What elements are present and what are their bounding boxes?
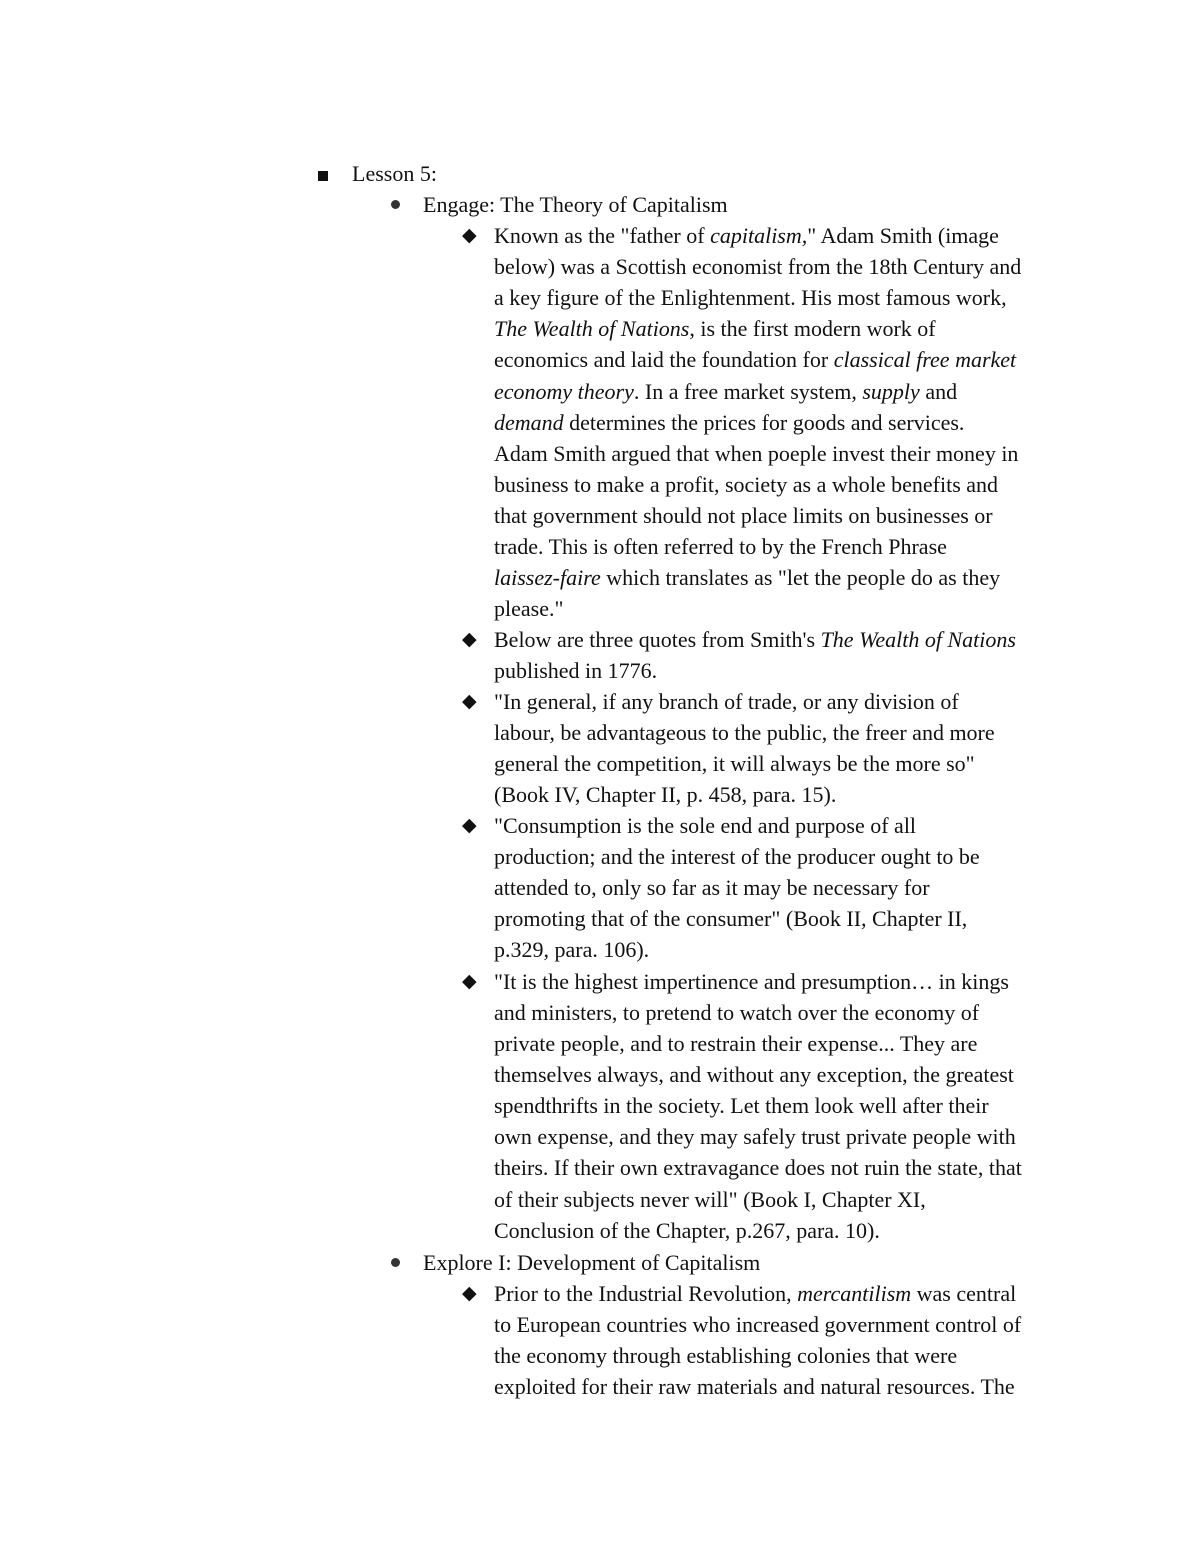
engage-heading: Engage: The Theory of Capitalism	[423, 192, 728, 217]
circle-bullet-icon	[391, 200, 400, 209]
diamond-bullet-icon: ◆	[462, 970, 477, 992]
diamond-bullet-icon: ◆	[462, 224, 477, 246]
document-page: Lesson 5: Engage: The Theory of Capitalism ◆ Known as the "father of capitalism," Adam Smith (image below) was a Scottish economist from the 18th Century and a key figure of the Enlightenment. His most famous work, The Wealth of Nations, is the first modern work of economics and laid the foundation for classical free market economy theory. In a free market system, supply and demand determines the prices for goods and services. Adam Smith argued that when poeple invest their money in business to make a profit, society as a whole benefits and that government should not place limits on businesses or trade. This is often referred to by the French Phrase laissez-faire which translates as "let the people do as they please." ◆ Below are three quotes from Smith's The Wealth of Nations published in 1776. ◆ "In general, if any branch of trade, or any division of labour, be advantageous to the public, the freer and more general the competition, it will always be the more so" (Book IV, Chapter II, p. 458, para. 15). ◆ "Consumption is the sole end and purpose of all production; and the interest of the producer ought to be attended to, only so far as it may be necessary for promoting that of the consumer" (Book II, Chapter II, p.329, para. 106). ◆ "It is the highest impertinence and presumption… in kings and ministers, to pretend to watch over the economy of private people, and to restrain their expense... They are themselves always, and without any exception, the greatest spendthrifts in the society. Let them look well after their own expense, and they may safely trust private people with theirs. If their own extravagance does not ruin the state, that of their subjects never will" (Book I, Chapter XI, Conclusion of the Chapter, p.267, para. 10). Explore I: Development of Capitalism ◆ Prior to the Industrial Revolution, mercantilism was central to European countries who increased government control of the economy through establishing colonies that were exploited for their raw materials and natural resources. The	[0, 0, 1200, 1553]
diamond-bullet-icon: ◆	[462, 628, 477, 650]
diamond-bullet-icon: ◆	[462, 690, 477, 712]
circle-bullet-icon	[391, 1258, 400, 1267]
lesson-title: Lesson 5:	[352, 161, 437, 186]
explore-heading: Explore I: Development of Capitalism	[423, 1250, 761, 1275]
diamond-bullet-icon: ◆	[462, 1282, 477, 1304]
diamond-bullet-icon: ◆	[462, 814, 477, 836]
square-bullet-icon	[318, 171, 328, 181]
